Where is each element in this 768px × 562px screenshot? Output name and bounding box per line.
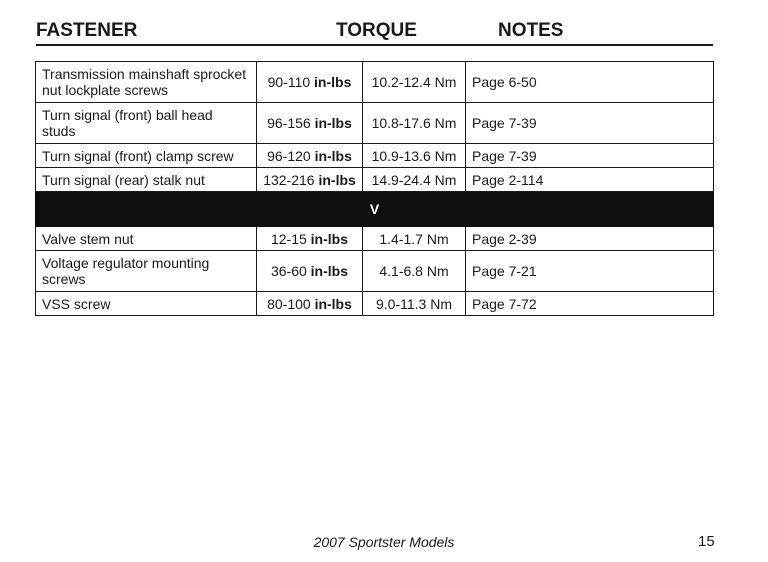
table-row [36,144,714,168]
torque-metric-cell: 4.1-6.8 Nm [363,251,466,292]
torque-value: 96-156 [267,115,311,131]
torque-unit: in-lbs [314,147,352,164]
table-row [36,62,714,103]
notes-cell: Page 7-39 [466,144,714,168]
torque-unit: in-lbs [310,263,349,279]
torque-inlbs-cell [257,168,363,192]
torque-unit: in-lbs [314,295,352,312]
torque-table-body [36,62,714,316]
torque-unit: in-lbs [314,115,352,131]
torque-inlbs-cell [257,103,363,144]
torque-unit: in-lbs [310,230,349,247]
torque-inlbs-cell [257,62,363,103]
torque-table [35,61,714,316]
torque-value: 132-216 [263,171,315,188]
torque-inlbs-cell [257,144,363,168]
fastener-cell: Turn signal (rear) stalk nut [36,168,257,192]
header-rule [36,44,713,46]
fastener-cell: Voltage regulator mounting screws [36,251,257,292]
torque-metric-cell: 1.4-1.7 Nm [363,227,466,251]
section-divider [36,192,714,227]
notes-cell: Page 2-114 [466,168,714,192]
header-fastener: FASTENER [36,20,138,41]
torque-metric-cell: 10.8-17.6 Nm [363,103,466,144]
fastener-cell: Transmission mainshaft sprocket nut lockplate screws [36,62,257,103]
footer-title: 2007 Sportster Models [313,534,455,550]
column-header [36,20,713,44]
torque-unit: in-lbs [318,171,356,188]
fastener-cell: Turn signal (front) clamp screw [36,144,257,168]
fastener-cell: Turn signal (front) ball head studs [36,103,257,144]
page-number: 15 [698,533,715,550]
table-row [36,292,714,316]
table-row [36,168,714,192]
header-notes: NOTES [498,20,564,41]
table-row [36,103,714,144]
notes-cell: Page 2-39 [466,227,714,251]
torque-inlbs-cell [257,292,363,316]
notes-cell: Page 7-72 [466,292,714,316]
torque-unit: in-lbs [314,74,352,90]
torque-value: 80-100 [267,295,311,312]
torque-metric-cell: 10.2-12.4 Nm [363,62,466,103]
section-label: V [36,192,714,227]
torque-inlbs-cell [257,227,363,251]
table-row [36,251,714,292]
torque-value: 12-15 [270,230,307,247]
table-row [36,227,714,251]
torque-inlbs-cell [257,251,363,292]
torque-metric-cell: 10.9-13.6 Nm [363,144,466,168]
fastener-cell: Valve stem nut [36,227,257,251]
torque-metric-cell: 9.0-11.3 Nm [363,292,466,316]
torque-value: 96-120 [267,147,311,164]
header-torque: TORQUE [336,20,417,41]
torque-value: 90-110 [267,74,311,90]
notes-cell: Page 7-21 [466,251,714,292]
torque-metric-cell: 14.9-24.4 Nm [363,168,466,192]
fastener-cell: VSS screw [36,292,257,316]
torque-value: 36-60 [270,263,307,279]
notes-cell: Page 6-50 [466,62,714,103]
notes-cell: Page 7-39 [466,103,714,144]
